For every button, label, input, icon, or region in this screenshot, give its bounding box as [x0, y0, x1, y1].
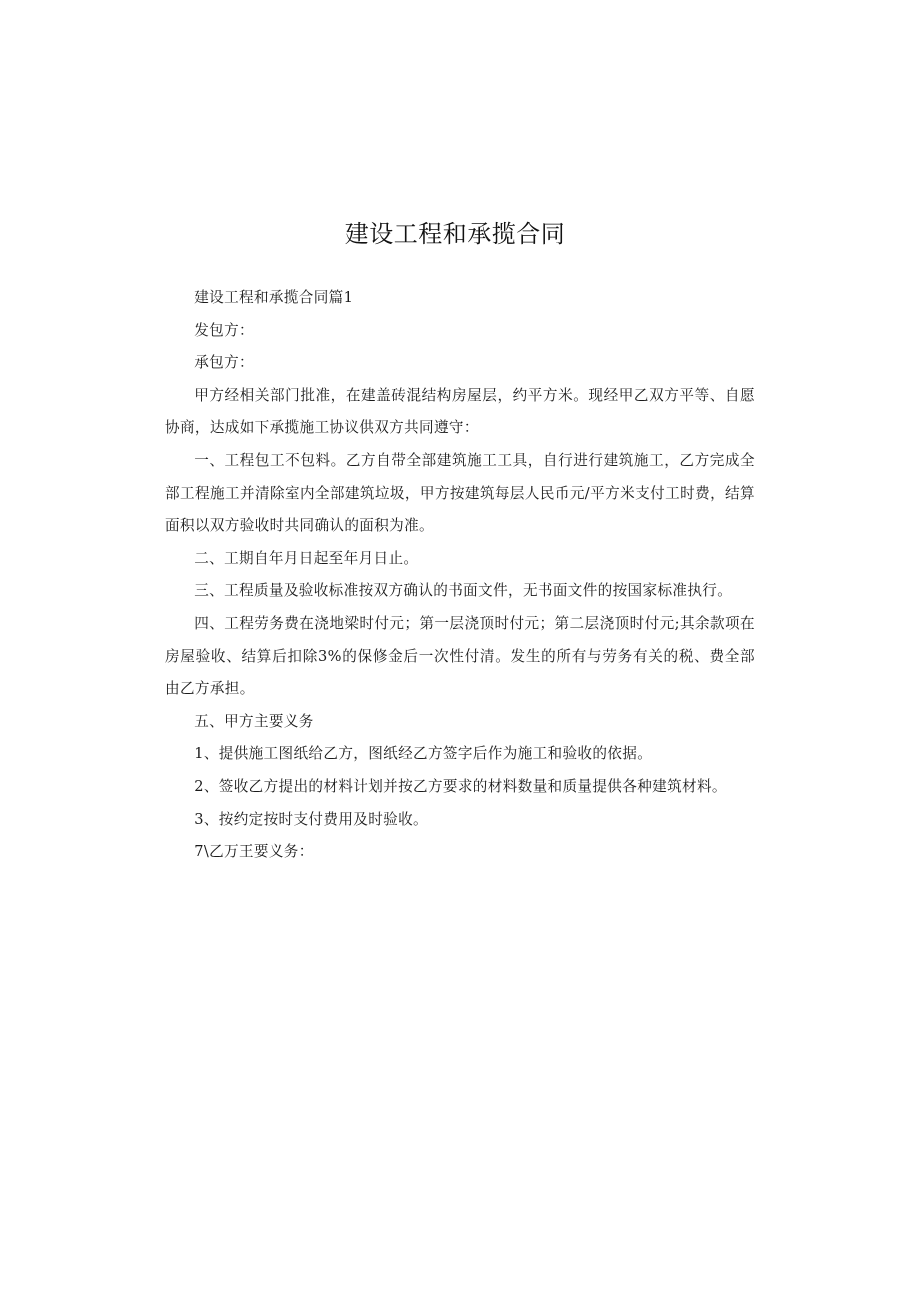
clause-4: 四、工程劳务费在浇地梁时付元；第一层浇顶时付元；第二层浇顶时付元;其余款项在房屋验收、结算后扣除3%的保修金后一次性付清。发生的所有与劳务有关的税、费全部由乙方承担。: [165, 614, 755, 698]
document-body: [165, 282, 755, 869]
obligation-item-3: 3、按约定按时支付费用及时验收。: [194, 810, 428, 828]
clause-5-heading: 五、甲方主要义务: [194, 712, 314, 730]
party-a-line: 发包方：: [194, 321, 254, 339]
clause-6-heading: 7\乙万王要义务：: [194, 843, 314, 861]
obligation-item-2: 2、签收乙方提出的材料计划并按乙方要求的材料数量和质量提供各种建筑材料。: [194, 777, 727, 795]
clause-3: 三、工程质量及验收标准按双方确认的书面文件，无书面文件的按国家标准执行。: [194, 582, 733, 600]
obligation-item-1: 1、提供施工图纸给乙方，图纸经乙方签字后作为施工和验收的依据。: [194, 745, 653, 763]
preamble-paragraph: 甲方经相关部门批准，在建盖砖混结构房屋层，约平方米。现经甲乙双方平等、自愿协商，达成如下承揽施工协议供双方共同遵守：: [165, 386, 755, 437]
document-title: 建设工程和承揽合同: [344, 220, 566, 248]
party-b-line: 承包方：: [194, 354, 254, 372]
clause-2: 二、工期自年月日起至年月日止。: [194, 549, 419, 567]
clause-1: 一、工程包工不包料。乙方自带全部建筑施工工具，自行进行建筑施工，乙方完成全部工程施工并清除室内全部建筑垃圾，甲方按建筑每层人民币元/平方米支付工时费，结算面积以双方验收时共同确认的面积为准。: [165, 451, 755, 535]
section-heading: 建设工程和承揽合同篇1: [194, 289, 354, 306]
